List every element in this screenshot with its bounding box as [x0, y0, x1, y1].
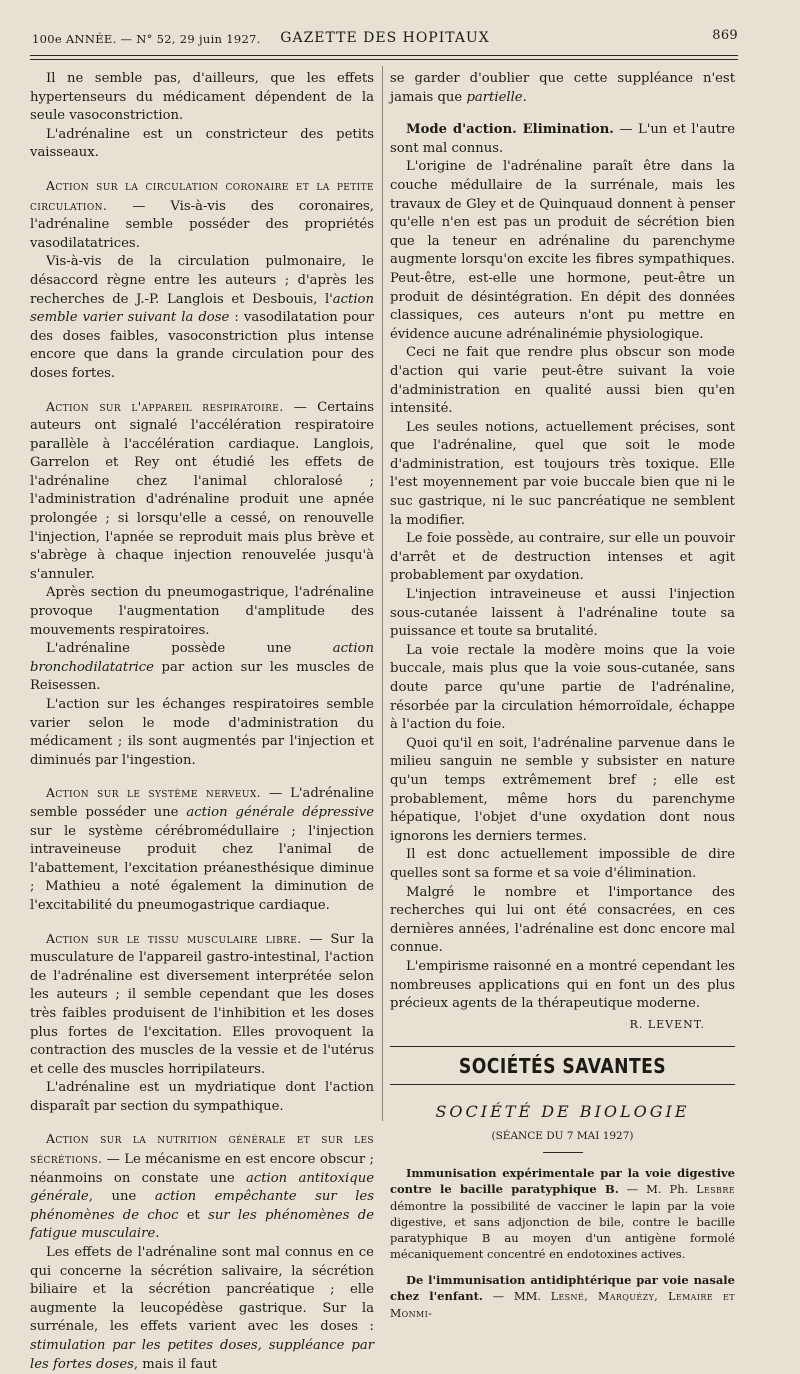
report-item: De l'immunisation antidiphtérique par voie nasale chez l'enfant. — MM. Lesné, Marquézy, Lemaire et Monmi-	[390, 1273, 735, 1321]
nutrition-section: Action sur la nutrition générale et sur les sécrétions. — Le mécanisme en est encore obscur ; néanmoins on constate une action antitoxique générale, une action empêchante sur les phénomènes de choc et sur les phénomènes de fatigue musculaire.	[30, 1131, 374, 1242]
emphasis: action bronchodilatatrice	[30, 641, 374, 675]
report-item: Immunisation expérimentale par la voie digestive contre le bacille paratyphique B. — M. Ph. Lesbre démontre la possibilité de vacciner le lapin par la voie digestive, et sans adjonction de bile, contre le bacille paratyphique B au moyen d'un antigène formolé mécaniquement concentré en endotoxines actives.	[390, 1166, 735, 1262]
paragraph: Après section du pneumogastrique, l'adrénaline provoque l'augmentation d'amplitude des mouvements respiratoires.	[30, 585, 374, 638]
paragraph: Les seules notions, actuellement précises, sont que l'adrénaline, quel que soit le mode d'administration, est toujours très toxique. Elle l'est moyennement par voie buccale bien que ni le suc gastrique, ni le suc pancréatique ne semblent la modifier.	[390, 419, 735, 528]
author-signature: R. LEVENT.	[629, 1017, 705, 1031]
section-rule	[390, 1084, 735, 1085]
report-authors: Lesné, Marquézy, Lemaire et Monmi-	[390, 1290, 735, 1321]
column-divider	[382, 66, 383, 1121]
section-text: — Certains auteurs ont signalé l'accélération respiratoire parallèle à l'accélération cardiaque. Langlois, Garrelon et Rey ont étudié les effets de l'adrénaline chez l'animal chloralosé ; l'administration d'adrénaline produit une apnée prolongée ; si lorsqu'elle a cessé, on renouvelle l'injection, l'apnée se reproduit mais plus brève et s'abrège à chaque injection renouvelée jusqu'à s'annuler.	[30, 399, 374, 582]
section-heading: Mode d'action. Elimination.	[406, 122, 614, 138]
respiratory-section	[30, 398, 374, 585]
emphasis: action générale dépressive	[186, 804, 374, 820]
page-number: 869	[712, 28, 738, 43]
short-rule	[543, 1152, 583, 1153]
section-rule	[390, 1046, 735, 1047]
emphasis: action antitoxique générale	[30, 1170, 374, 1205]
report-author: Lesbre	[696, 1183, 735, 1197]
paragraph: L'adrénaline est un mydriatique dont l'action disparaît par section du sympathique.	[30, 1080, 374, 1114]
paragraph: se garder d'oublier que cette suppléance n'est jamais que partielle.	[390, 71, 735, 105]
paragraph: L'adrénaline est un constricteur des petits vaisseaux.	[30, 126, 374, 161]
section-heading: Action sur la nutrition générale et sur les sécrétions.	[30, 1131, 374, 1167]
section-text: — Sur la musculature de l'appareil gastro-intestinal, l'action de l'adrénaline est diversement interprétée selon les auteurs ; il semble cependant que les doses très faibles produisent de l'inhibition et les doses plus fortes de l'excitation. Elles provoquent la contraction des muscles de la vessie et de l'utérus et celle des muscles horripilateurs.	[30, 931, 374, 1077]
section-heading: Action sur la circulation coronaire et la petite circulation.	[30, 177, 374, 213]
paragraph: Les effets de l'adrénaline sont mal connus en ce qui concerne la sécrétion salivaire, la sécrétion biliaire et la sécrétion pancréatique ; elle augmente la leucopédèse gastrique. Sur la surrénale, les effets varient avec les doses : stimulation par les petites doses, suppléance par les fortes doses, mais il faut	[30, 1245, 374, 1372]
report-title: De l'immunisation antidiphtérique par voie nasale chez l'enfant.	[390, 1273, 735, 1304]
issue-info: 100e ANNÉE. — N° 52, 29 juin 1927.	[32, 32, 261, 46]
journal-title: GAZETTE DES HOPITAUX	[280, 30, 490, 46]
page-header	[32, 28, 738, 50]
header-rule-double	[30, 59, 738, 60]
left-column	[30, 70, 374, 1374]
paragraph: L'adrénaline possède une action bronchodilatatrice par action sur les muscles de Reisessen.	[30, 641, 374, 694]
smooth-muscle-section	[30, 930, 374, 1080]
nervous-section: Action sur le système nerveux. — L'adrénaline semble posséder une action générale dépressive sur le système cérébromédullaire ; l'injection intraveineuse produit chez l'animal de l'abattement, l'excitation préanesthésique diminue ; Mathieu a noté également la diminution de l'excitabilité du pneumogastrique cardiaque.	[30, 785, 374, 913]
paragraph: La voie rectale la modère moins que la voie buccale, mais plus que la voie sous-cutanée, sans doute parce qu'une partie de l'adrénaline, résorbée par la circulation hémorroïdale, échappe à l'action du foie.	[390, 642, 735, 733]
paragraph: Il ne semble pas, d'ailleurs, que les effets hypertenseurs du médicament dépendent de la seule vasoconstriction.	[30, 71, 374, 124]
society-title: SOCIÉTÉ DE BIOLOGIE	[435, 1101, 690, 1121]
mode-section: Mode d'action. Elimination. — L'un et l'autre sont mal connus.	[390, 122, 735, 156]
section-heading: Action sur le système nerveux.	[46, 785, 262, 801]
section-heading: Action sur l'appareil respiratoire.	[46, 398, 284, 414]
paragraph: Vis-à-vis de la circulation pulmonaire, le désaccord règne entre les auteurs ; d'après les recherches de J.-P. Langlois et Desbouis, l'action semble varier suivant la dose : vasodilatation pour des doses faibles, vasoconstriction plus intense encore que dans la grande circulation pour des doses fortes.	[30, 254, 374, 381]
paragraph: Il est donc actuellement impossible de dire quelles sont sa forme et sa voie d'élimination.	[390, 847, 735, 881]
paragraph: Le foie possède, au contraire, sur elle un pouvoir d'arrêt et de destruction intenses et agit probablement par oxydation.	[390, 531, 735, 584]
paragraph: L'action sur les échanges respiratoires semble varier selon le mode d'administration du médicament ; ils sont augmentés par l'injection et diminués par l'ingestion.	[30, 697, 374, 768]
session-date: (SÉANCE DU 7 MAI 1927)	[491, 1130, 634, 1143]
emphasis: partielle	[466, 89, 523, 105]
section-heading: Action sur le tissu musculaire libre.	[46, 930, 302, 946]
paragraph: Malgré le nombre et l'importance des recherches qui lui ont été consacrées, en ces dernières années, l'adrénaline est donc encore mal connue.	[390, 884, 735, 956]
report-title: Immunisation expérimentale par la voie digestive contre le bacille paratyphique B.	[390, 1166, 735, 1197]
header-rule	[30, 55, 738, 56]
paragraph: L'injection intraveineuse et aussi l'injection sous-cutanée laissent à l'adrénaline toute sa puissance et toute sa brutalité.	[390, 587, 735, 640]
coronary-section	[30, 177, 374, 253]
emphasis: sur les phénomènes de fatigue musculaire	[30, 1207, 374, 1242]
emphasis: action semble varier suivant la dose	[30, 291, 374, 326]
section-title: SOCIÉTÉS SAVANTES	[458, 1054, 667, 1079]
emphasis: action empêchante sur les phénomènes de choc	[30, 1189, 374, 1223]
paragraph: Ceci ne fait que rendre plus obscur son mode d'action qui varie peut-être suivant la voie d'administration en qualité aussi bien qu'en intensité.	[390, 345, 735, 417]
paragraph: L'origine de l'adrénaline paraît être dans la couche médullaire de la surrénale, mais les travaux de Gley et de Quinquaud donnent à penser qu'elle n'en est pas un produit de sécrétion bien que la teneur en adrénaline du parenchyme augmente lorsqu'on excite les fibres sympathiques. Peut-être, est-elle une hormone, peut-être un produit de désintégration. En dépit des données classiques, ces auteurs n'ont pu mettre en évidence aucune adrénalinémie physiologique.	[390, 159, 735, 342]
right-column	[390, 70, 735, 1322]
section-text: — Vis-à-vis des coronaires, l'adrénaline semble posséder des propriétés vasodilatatrices.	[30, 198, 374, 251]
emphasis: stimulation par les petites doses, suppléance par les fortes doses	[30, 1338, 374, 1372]
paragraph: L'empirisme raisonné en a montré cependant les nombreuses applications qui en font un des plus précieux agents de la thérapeutique moderne.	[390, 958, 735, 1012]
paragraph: Quoi qu'il en soit, l'adrénaline parvenue dans le milieu sanguin ne semble y subsister en nature qu'un temps extrêmement bref ; elle est probablement, même hors du parenchyme hépatique, l'objet d'une oxydation dont nous ignorons les derniers termes.	[390, 735, 735, 844]
